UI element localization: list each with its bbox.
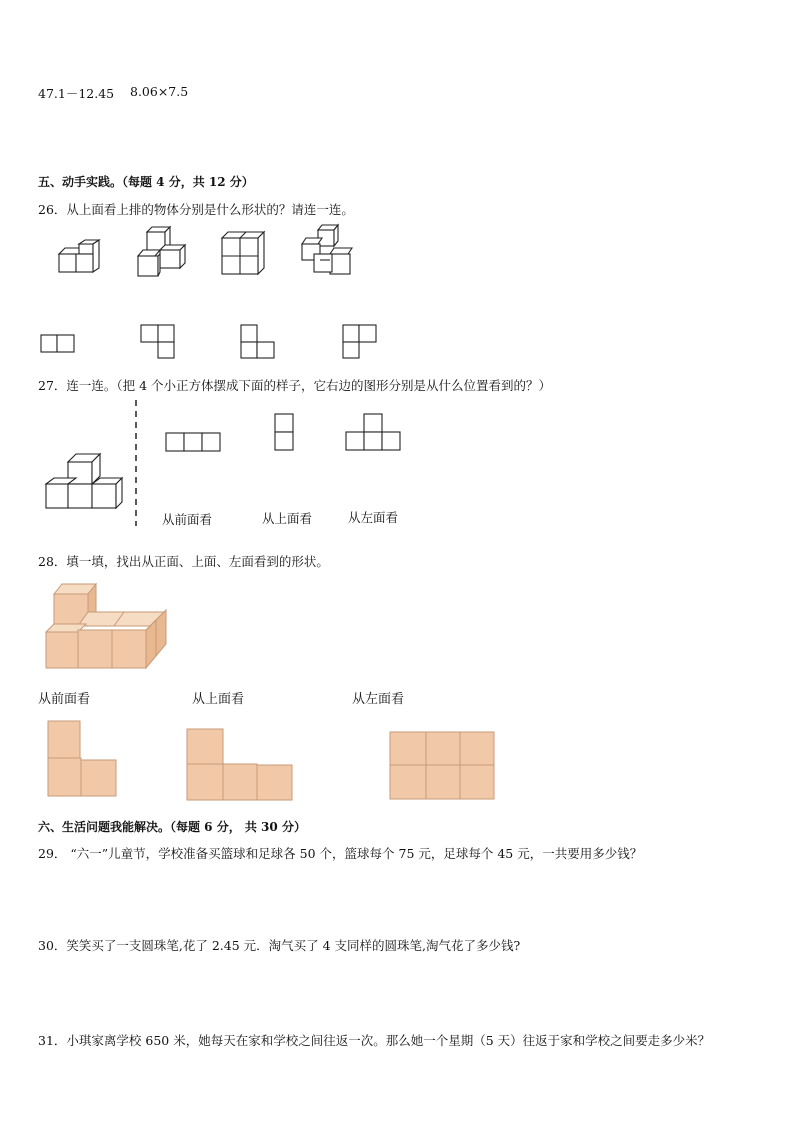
q27-view-c (345, 413, 403, 453)
q27-label-top: 从上面看 (262, 511, 313, 526)
q28-label-front: 从前面看 (38, 692, 91, 707)
q28-view-top (186, 728, 296, 802)
q26-object-4 (300, 224, 354, 276)
q28-label-left: 从左面看 (352, 692, 405, 707)
question-29-text: 29． “六一”儿童节，学校准备买篮球和足球各 50 个，篮球每个 75 元，足球每个 45 元，一共要用多少钱？ (38, 846, 643, 861)
question-28-text: 28．填一填，找出从正面、上面、左面看到的形状。 (38, 554, 329, 569)
q26-view-1 (40, 334, 76, 354)
calc-expression-1: 47.1－12.45 (38, 86, 115, 101)
question-26-text: 26．从上面看上排的物体分别是什么形状的？请连一连。 (38, 202, 354, 217)
calc-expression-2: 8.06×7.5 (130, 84, 189, 99)
question-30-text: 30．笑笑买了一支圆珠笔,花了 2.45 元．淘气买了 4 支同样的圆珠笔,淘气花了多少钱? (38, 938, 521, 953)
q26-view-4 (342, 324, 378, 360)
q28-label-top: 从上面看 (192, 692, 245, 707)
q26-object-3 (220, 228, 268, 276)
section-five-heading: 五、动手实践。（每题 4 分，共 12 分） (38, 175, 254, 189)
q27-label-left: 从左面看 (348, 510, 399, 525)
section-six-heading: 六、生活问题我能解决。（每题 6 分， 共 30 分） (38, 820, 306, 834)
q26-object-1 (55, 240, 105, 276)
q27-view-a (165, 432, 223, 454)
q27-divider-dashed (134, 400, 138, 526)
q28-view-left (389, 731, 497, 801)
q27-cube-stack (44, 450, 124, 512)
q27-label-front: 从前面看 (162, 512, 213, 527)
q26-object-2 (135, 226, 190, 278)
q28-view-front (47, 720, 119, 798)
q27-view-b (274, 413, 296, 453)
q26-view-2 (140, 324, 176, 360)
question-27-text: 27．连一连。（把 4 个小正方体摆成下面的样子，它右边的图形分别是从什么位置看到的？） (38, 378, 552, 393)
q28-colored-cubes (44, 582, 172, 672)
q26-view-3 (240, 324, 276, 360)
question-31-text: 31．小琪家离学校 650 米，她每天在家和学校之间往返一次。那么她一个星期（5 天）往返于家和学校之间要走多少米？ (38, 1033, 711, 1048)
